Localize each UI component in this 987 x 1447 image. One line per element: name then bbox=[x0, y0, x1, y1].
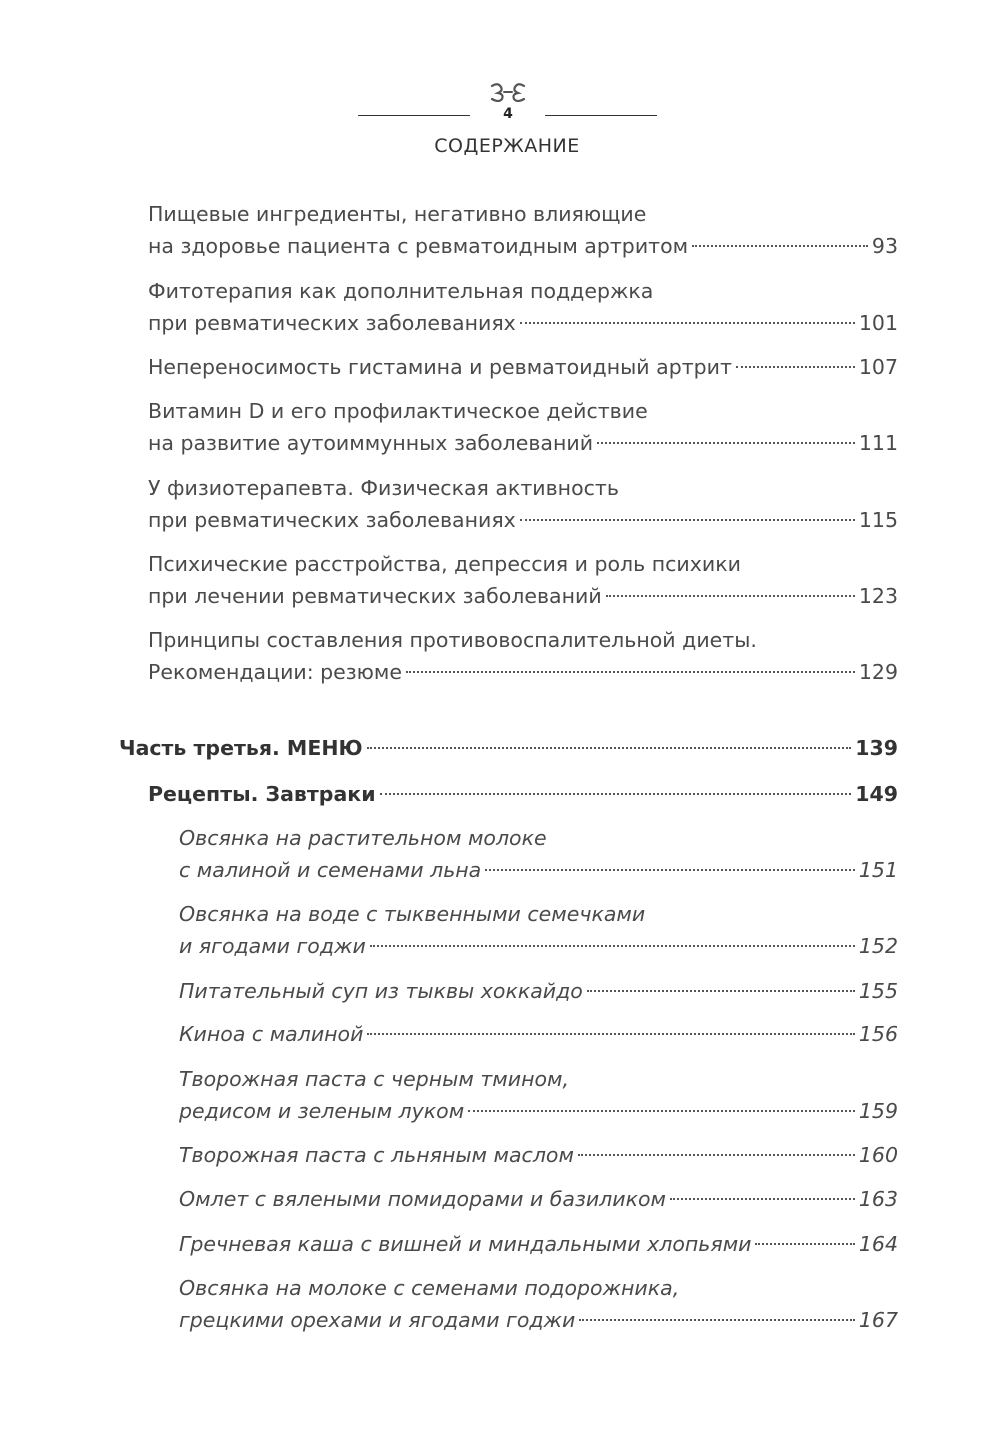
toc-recipe-entry[interactable] bbox=[179, 1272, 898, 1336]
toc-page-number: 152 bbox=[858, 934, 898, 958]
toc-page-number: 115 bbox=[858, 508, 898, 532]
toc-entry-title: Омлет с вялеными помидорами и базиликом bbox=[179, 1187, 666, 1211]
toc-page-number: 123 bbox=[858, 584, 898, 608]
toc-page-number: 93 bbox=[871, 234, 898, 258]
toc-entry-title-line: У физиотерапевта. Физическая активность bbox=[148, 476, 619, 500]
page-number: 4 bbox=[503, 106, 513, 122]
dot-leader bbox=[736, 365, 855, 368]
toc-entry-title-line: Овсянка на воде с тыквенными семечками bbox=[179, 902, 646, 926]
toc-entry-title-line: Принципы составления противовоспалительной диеты. bbox=[148, 628, 757, 652]
header-rule-left bbox=[358, 115, 470, 116]
dot-leader bbox=[692, 244, 868, 247]
toc-page-number: 163 bbox=[858, 1187, 898, 1211]
toc-recipe-entry[interactable] bbox=[179, 1139, 898, 1171]
dot-leader bbox=[468, 1109, 855, 1112]
toc-entry-title-line: Овсянка на молоке с семенами подорожника, bbox=[179, 1276, 680, 1300]
toc-page-number: 149 bbox=[855, 782, 898, 806]
dot-leader bbox=[597, 441, 855, 444]
toc-recipe-entry[interactable] bbox=[179, 975, 898, 1007]
toc-entry-title: при ревматических заболеваниях bbox=[148, 311, 516, 335]
dot-leader bbox=[670, 1197, 855, 1200]
toc-entry[interactable] bbox=[148, 548, 898, 612]
toc-entry-title: и ягодами годжи bbox=[179, 934, 366, 958]
toc-entry-title-line: Пищевые ингредиенты, негативно влияющие bbox=[148, 202, 647, 226]
toc-page-number: 139 bbox=[855, 736, 898, 760]
toc-entry-title: Непереносимость гистамина и ревматоидный артрит bbox=[148, 355, 732, 379]
toc-page-number: 111 bbox=[858, 431, 898, 455]
dot-leader bbox=[367, 746, 852, 749]
page-header bbox=[0, 0, 987, 170]
toc-page-number: 156 bbox=[858, 1022, 898, 1046]
toc-entry-title-line: Фитотерапия как дополнительная поддержка bbox=[148, 279, 654, 303]
dot-leader bbox=[578, 1153, 855, 1156]
toc-entry-title: с малиной и семенами льна bbox=[179, 858, 482, 882]
page-title: СОДЕРЖАНИЕ bbox=[434, 135, 580, 157]
toc-entry-title-line: Психические расстройства, депрессия и роль психики bbox=[148, 552, 741, 576]
toc-recipe-entry[interactable] bbox=[179, 1183, 898, 1215]
toc-entry[interactable] bbox=[148, 351, 898, 383]
toc-recipe-entry[interactable] bbox=[179, 1018, 898, 1050]
toc-entry-title: Часть третья. МЕНЮ bbox=[119, 736, 363, 760]
toc-page-number: 129 bbox=[858, 660, 898, 684]
toc-page-number: 164 bbox=[858, 1232, 898, 1256]
toc-entry-title: Рекомендации: резюме bbox=[148, 660, 402, 684]
toc-entry-title: Рецепты. Завтраки bbox=[148, 782, 376, 806]
toc-page-number: 155 bbox=[858, 979, 898, 1003]
toc-recipe-entry[interactable] bbox=[179, 1228, 898, 1260]
toc-entry-title: Киноа с малиной bbox=[179, 1022, 364, 1046]
toc-entry[interactable] bbox=[148, 624, 898, 688]
dot-leader bbox=[485, 868, 855, 871]
toc-entry-title: на здоровье пациента с ревматоидным артритом bbox=[148, 234, 689, 258]
toc-entry-title: при лечении ревматических заболеваний bbox=[148, 584, 602, 608]
dot-leader bbox=[606, 594, 855, 597]
dot-leader bbox=[367, 1032, 854, 1035]
dot-leader bbox=[579, 1318, 855, 1321]
header-rule-right bbox=[545, 115, 657, 116]
toc-entry-title: редисом и зеленым луком bbox=[179, 1099, 465, 1123]
dot-leader bbox=[520, 518, 855, 521]
toc-entry[interactable] bbox=[148, 472, 898, 536]
toc-page-number: 101 bbox=[858, 311, 898, 335]
toc-entry-title-line: Овсянка на растительном молоке bbox=[179, 826, 547, 850]
ornament-icon bbox=[484, 80, 532, 104]
dot-leader bbox=[755, 1242, 854, 1245]
toc-entry-title: Питательный суп из тыквы хоккайдо bbox=[179, 979, 583, 1003]
toc-page-number: 159 bbox=[858, 1099, 898, 1123]
dot-leader bbox=[406, 670, 855, 673]
toc-page-number: 160 bbox=[858, 1143, 898, 1167]
toc-entry-title-line: Витамин D и его профилактическое действие bbox=[148, 399, 648, 423]
toc-entry-title-line: Творожная паста с черным тмином, bbox=[179, 1067, 569, 1091]
toc-entry[interactable] bbox=[148, 198, 898, 262]
toc-entry[interactable] bbox=[148, 395, 898, 459]
toc-recipe-entry[interactable] bbox=[179, 898, 898, 962]
toc-section-heading[interactable] bbox=[148, 778, 898, 810]
dot-leader bbox=[380, 792, 852, 795]
toc-part-heading[interactable] bbox=[119, 732, 898, 764]
dot-leader bbox=[520, 321, 855, 324]
dot-leader bbox=[370, 944, 855, 947]
toc-entry-title: Гречневая каша с вишней и миндальными хлопьями bbox=[179, 1232, 752, 1256]
toc-entry-title: на развитие аутоиммунных заболеваний bbox=[148, 431, 594, 455]
toc-entry[interactable] bbox=[148, 275, 898, 339]
toc-page-number: 167 bbox=[858, 1308, 898, 1332]
toc-entry-title: Творожная паста с льняным маслом bbox=[179, 1143, 574, 1167]
toc-recipe-entry[interactable] bbox=[179, 1063, 898, 1127]
toc-entry-title: при ревматических заболеваниях bbox=[148, 508, 516, 532]
dot-leader bbox=[587, 989, 855, 992]
toc-page-number: 151 bbox=[858, 858, 898, 882]
toc-recipe-entry[interactable] bbox=[179, 822, 898, 886]
toc-page-number: 107 bbox=[858, 355, 898, 379]
toc-entry-title: грецкими орехами и ягодами годжи bbox=[179, 1308, 576, 1332]
